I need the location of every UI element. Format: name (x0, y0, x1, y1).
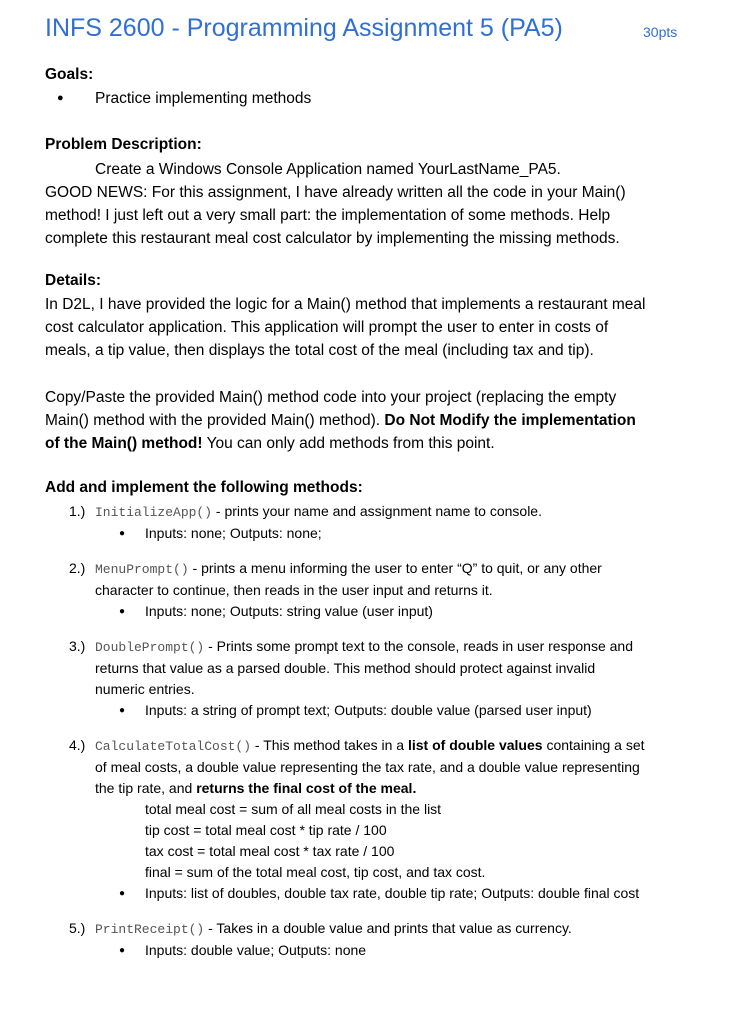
method-5-name: PrintReceipt() (95, 922, 205, 937)
method-3-name: DoublePrompt() (95, 640, 205, 655)
method-3: 3.) DoublePrompt() - Prints some prompt text to the console, reads in user response and (69, 638, 633, 655)
calc-line-2: tip cost = total meal cost * tip rate / 100 (145, 822, 387, 838)
problem-line-4: complete this restaurant meal cost calculator by implementing the missing methods. (45, 230, 620, 247)
method-1: 1.) InitializeApp() - prints your name and assignment name to console. (69, 503, 542, 520)
details-p1-line-3: meals, a tip value, then displays the total cost of the meal (including tax and tip). (45, 342, 594, 359)
method-1-io: ● Inputs: none; Outputs: none; (45, 523, 715, 544)
goals-section (45, 66, 705, 110)
details-p2-line-2: Main() method with the provided Main() method). Do Not Modify the implementation (45, 412, 636, 429)
details-p1-line-2: cost calculator application. This application will prompt the user to enter in costs of (45, 319, 609, 336)
goals-item: ● Practice implementing methods (45, 87, 705, 110)
calc-line-4: final = sum of the total meal cost, tip cost, and tax cost. (145, 864, 486, 880)
method-4-name: CalculateTotalCost() (95, 739, 252, 754)
details-p2-line-3: of the Main() method! You can only add methods from this point. (45, 435, 495, 452)
title-row (45, 0, 705, 54)
method-5: 5.) PrintReceipt() - Takes in a double value and prints that value as currency. (69, 920, 572, 937)
details-p1-line-1: In D2L, I have provided the logic for a Main() method that implements a restaurant meal (45, 296, 646, 313)
method-4-io: ● Inputs: list of doubles, double tax rate, double tip rate; Outputs: double final cost (45, 883, 715, 904)
method-5-io: ● Inputs: double value; Outputs: none (45, 940, 715, 961)
method-2: 2.) MenuPrompt() - prints a menu informing the user to enter “Q” to quit, or any other (69, 560, 602, 577)
document-page (45, 0, 705, 958)
method-2-desc: character to continue, then reads in the user input and returns it. (95, 582, 493, 598)
method-1-name: InitializeApp() (95, 505, 213, 520)
method-3-io: ● Inputs: a string of prompt text; Outputs: double value (parsed user input) (45, 700, 715, 721)
problem-line-3: method! I just left out a very small part: the implementation of some methods. Help (45, 207, 611, 224)
method-4: 4.) CalculateTotalCost() - This method takes in a list of double values containing a set (69, 737, 645, 754)
details-heading: Details: (45, 272, 101, 289)
method-3-desc-2: returns that value as a parsed double. This method should protect against invalid (95, 660, 596, 676)
problem-section (45, 136, 715, 250)
problem-line-1: Create a Windows Console Application named YourLastName_PA5. (95, 161, 561, 178)
method-4-desc-2: of meal costs, a double value representing the tax rate, and a double value representing (95, 759, 640, 775)
method-2-name: MenuPrompt() (95, 562, 189, 577)
calc-line-3: tax cost = total meal cost * tax rate / 100 (145, 843, 395, 859)
methods-heading: Add and implement the following methods: (45, 479, 363, 496)
calc-line-1: total meal cost = sum of all meal costs in the list (145, 801, 442, 817)
problem-heading: Problem Description: (45, 136, 202, 153)
problem-line-2: GOOD NEWS: For this assignment, I have already written all the code in your Main() (45, 184, 626, 201)
details-section (45, 272, 715, 455)
goals-heading: Goals: (45, 66, 94, 83)
methods-section (45, 479, 715, 961)
page-title: INFS 2600 - Programming Assignment 5 (PA5) (45, 14, 563, 42)
method-3-desc-3: numeric entries. (95, 681, 195, 697)
details-p2-line-1: Copy/Paste the provided Main() method code into your project (replacing the empty (45, 389, 617, 406)
method-2-io: ● Inputs: none; Outputs: string value (user input) (45, 601, 715, 622)
method-4-desc-3: the tip rate, and returns the final cost of the meal. (95, 780, 417, 796)
points-label: 30pts (643, 24, 678, 40)
